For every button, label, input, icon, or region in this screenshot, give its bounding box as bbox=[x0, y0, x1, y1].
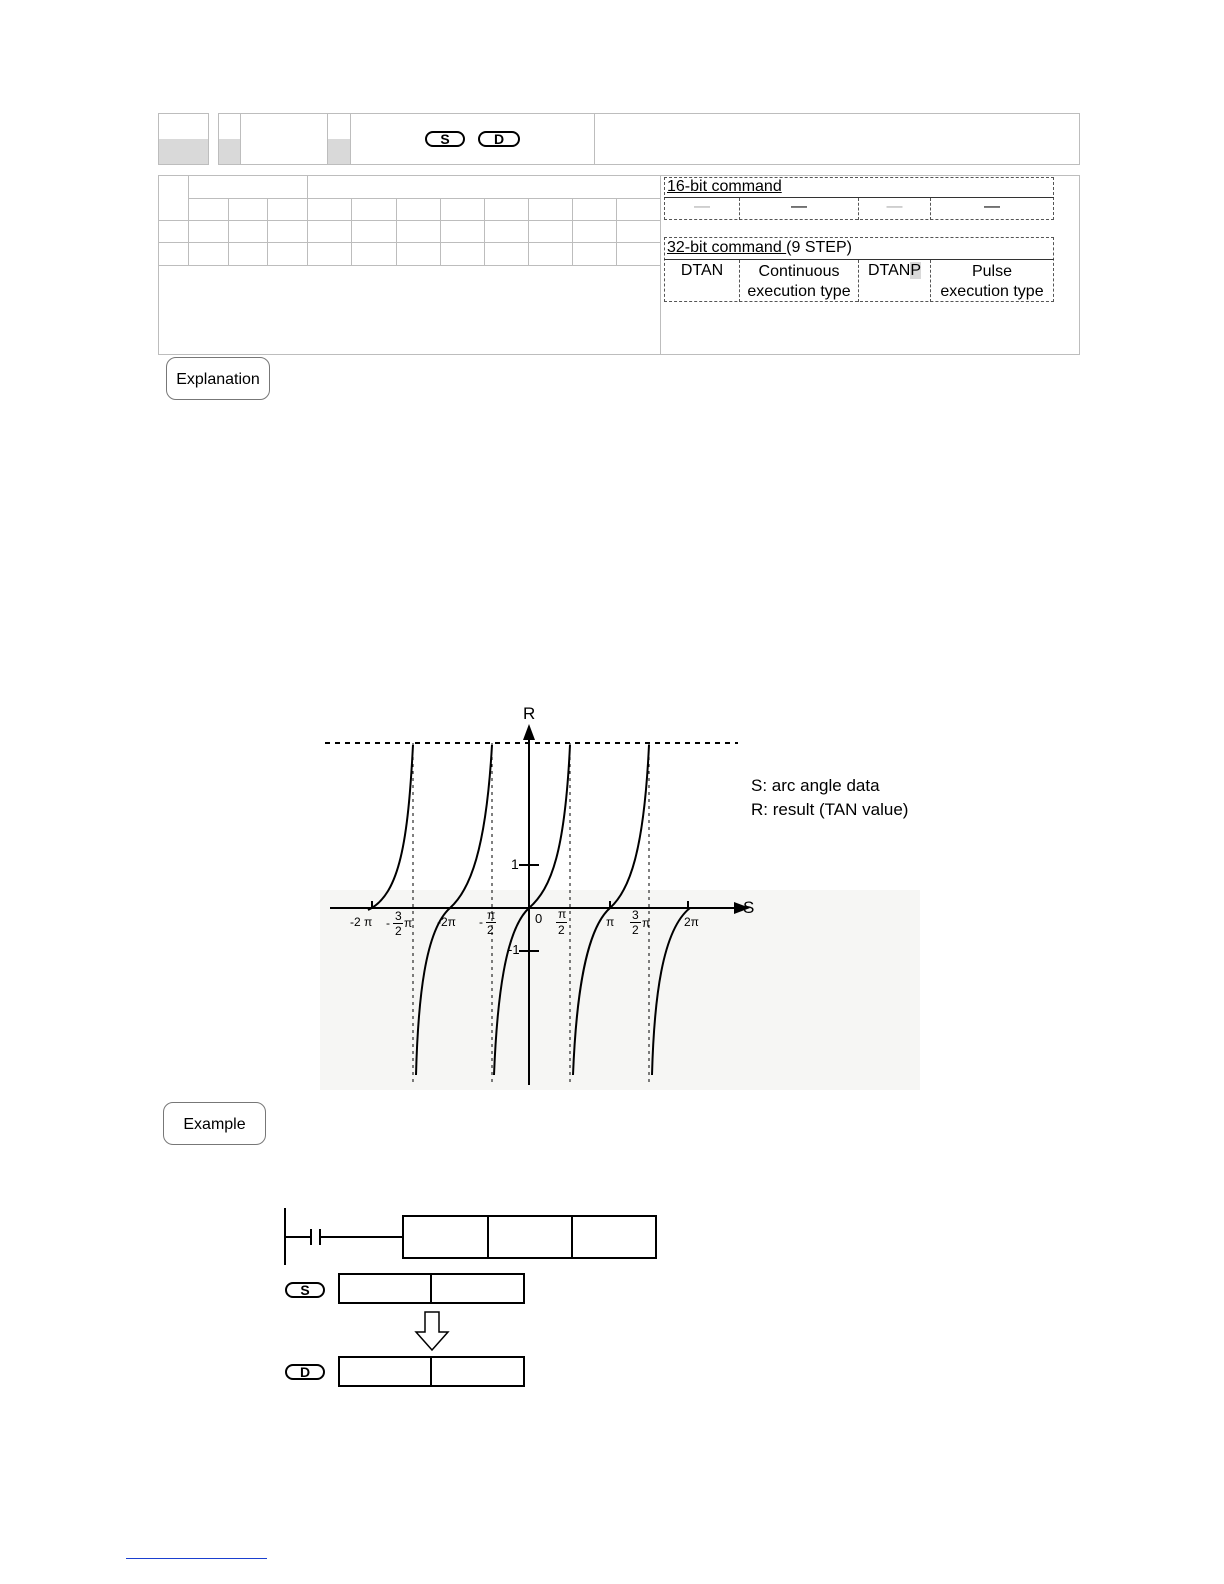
tick-label-2pi: 2π bbox=[684, 915, 699, 929]
ladder-s-register bbox=[337, 1272, 527, 1306]
pulse-label: Pulse execution type bbox=[940, 263, 1044, 300]
tick-neg3-minus: - bbox=[386, 916, 390, 930]
tick-label-pi: π bbox=[606, 915, 615, 929]
ladder-d-register bbox=[337, 1355, 527, 1389]
tick-label-neg2pi: -2 π bbox=[350, 915, 373, 929]
tick-neg3-den: 2 bbox=[395, 924, 402, 938]
bit16-cell-3: — bbox=[886, 198, 903, 215]
example-label: Example bbox=[163, 1102, 266, 1145]
operand-s-symbol: S bbox=[425, 131, 465, 147]
mnemonic-dtanp: DTANP bbox=[867, 262, 922, 279]
axis-s-label: S bbox=[743, 898, 755, 917]
footer-link-line[interactable] bbox=[126, 1558, 267, 1559]
tick-3-den: 2 bbox=[632, 923, 639, 937]
down-arrow-icon bbox=[414, 1310, 450, 1352]
tick-negpi2-num: π bbox=[487, 908, 496, 922]
legend-line-1: S: arc angle data bbox=[751, 776, 880, 795]
tick-label-1: 1 bbox=[511, 856, 519, 872]
prefix-shade-2 bbox=[328, 139, 350, 164]
tick-pi2-den: 2 bbox=[558, 923, 565, 937]
prefix-shade-1 bbox=[219, 139, 240, 164]
tick-3-num: 3 bbox=[632, 908, 639, 922]
tick-label-neg2pi-b: -2π bbox=[437, 915, 456, 929]
ladder-d-symbol: D bbox=[285, 1364, 325, 1380]
continuous-label: Continuous execution type bbox=[747, 263, 851, 300]
tick-negpi2-minus: - bbox=[479, 915, 483, 929]
tick-label-neg1: -1 bbox=[508, 942, 520, 957]
bit16-title: 16-bit command bbox=[667, 178, 782, 195]
tick-neg3-pi: π bbox=[404, 916, 413, 930]
bit32-title: 32-bit command (9 STEP) bbox=[667, 239, 852, 256]
tick-3-pi: π bbox=[642, 916, 651, 930]
mnemonic-dtan: DTAN bbox=[680, 262, 724, 279]
tan-graph bbox=[320, 700, 940, 1090]
tick-pi2-num: π bbox=[558, 907, 567, 921]
bit16-cell-1: — bbox=[694, 198, 710, 215]
tick-neg3-num: 3 bbox=[395, 909, 402, 923]
ladder-diagram bbox=[280, 1205, 670, 1275]
api-number-shade bbox=[159, 139, 208, 164]
legend-line-2: R: result (TAN value) bbox=[751, 800, 909, 819]
ladder-s-symbol: S bbox=[285, 1282, 325, 1298]
tick-negpi2-den: 2 bbox=[487, 923, 494, 937]
axis-r-label: R bbox=[523, 704, 536, 723]
tick-label-0: 0 bbox=[535, 911, 543, 926]
explanation-label: Explanation bbox=[166, 357, 270, 400]
operand-d-symbol: D bbox=[478, 131, 520, 147]
bit16-cell-4: — bbox=[984, 198, 1000, 215]
bit16-cell-2: — bbox=[791, 198, 807, 215]
